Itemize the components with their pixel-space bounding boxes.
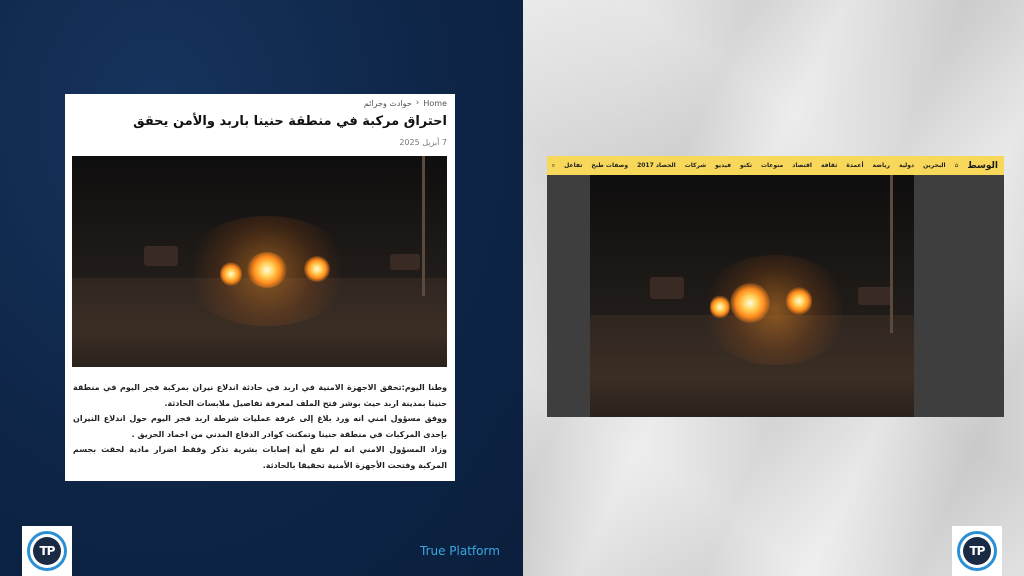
tp-logo-text: TP [33, 537, 61, 565]
article-paragraph: وطنا اليوم:تحقق الاجهزة الامنية في اربد في حادثة اندلاع نيران بمركبة فجر اليوم في منطقة حنينا بمدينة اربد حيث بوشر فتح الملف لمعرفة تفاصيل ملابسات الحادثة. [73, 383, 447, 408]
article-body [73, 380, 447, 473]
article-card [65, 94, 455, 481]
breadcrumb [364, 98, 447, 108]
article-date: 7 أبريل 2025 [399, 138, 447, 147]
nav-item[interactable]: البحرين [923, 162, 946, 169]
article-title: احتراق مركبة في منطقة حنينا باربد والأمن يحقق [133, 114, 447, 129]
nav-item[interactable]: شركات [684, 162, 707, 169]
source-site-screenshot [547, 156, 1004, 417]
source-nav-bar [547, 156, 1004, 175]
nav-item[interactable]: فيديو [715, 162, 731, 169]
home-icon[interactable]: ⌂ [954, 162, 959, 169]
article-photo [72, 156, 447, 367]
source-photo [590, 175, 914, 417]
nav-item[interactable]: دولية [898, 162, 915, 169]
nav-item[interactable]: رياضة [872, 162, 890, 169]
tp-logo-right [952, 526, 1002, 576]
nav-item[interactable]: وصفات طبخ [591, 162, 629, 169]
article-paragraph: وزاد المسؤول الامني انه لم تقع أية إصابات بشرية تذكر وفقط اضرار مادية لحقت بجسم المركبة وفتحت الأجهزة الأمنية تحقيقا بالحادثة. [73, 445, 447, 470]
article-paragraph: ووفق مسؤول امني انه ورد بلاغ إلى غرفة عمليات شرطة اربد فجر اليوم حول اندلاع النيران بإحدى المركبات في منطقة حنينا وتمكنت كوادر الدفاع المدني من اخماد الحريق . [73, 414, 447, 439]
nav-item[interactable]: ثقافة [820, 162, 838, 169]
tp-logo-text: TP [963, 537, 991, 565]
tp-logo-left [22, 526, 72, 576]
breadcrumb-home[interactable]: Home [423, 98, 447, 108]
brand-name: True Platform [420, 544, 500, 558]
nav-item[interactable]: تفاعل [564, 162, 583, 169]
source-site-logo[interactable]: الوسط [967, 160, 998, 171]
nav-item[interactable]: اقتصاد [792, 162, 812, 169]
search-icon[interactable]: ⌕ [551, 161, 556, 169]
nav-item[interactable]: تكنو [740, 162, 752, 169]
breadcrumb-category[interactable]: حوادث وجرائم [363, 98, 412, 108]
nav-item[interactable]: منوعات [760, 162, 784, 169]
nav-item[interactable]: الحصاد 2017 [637, 162, 676, 169]
chevron-left-icon: ‹ [415, 98, 420, 108]
nav-item[interactable]: أعمدة [846, 162, 864, 169]
